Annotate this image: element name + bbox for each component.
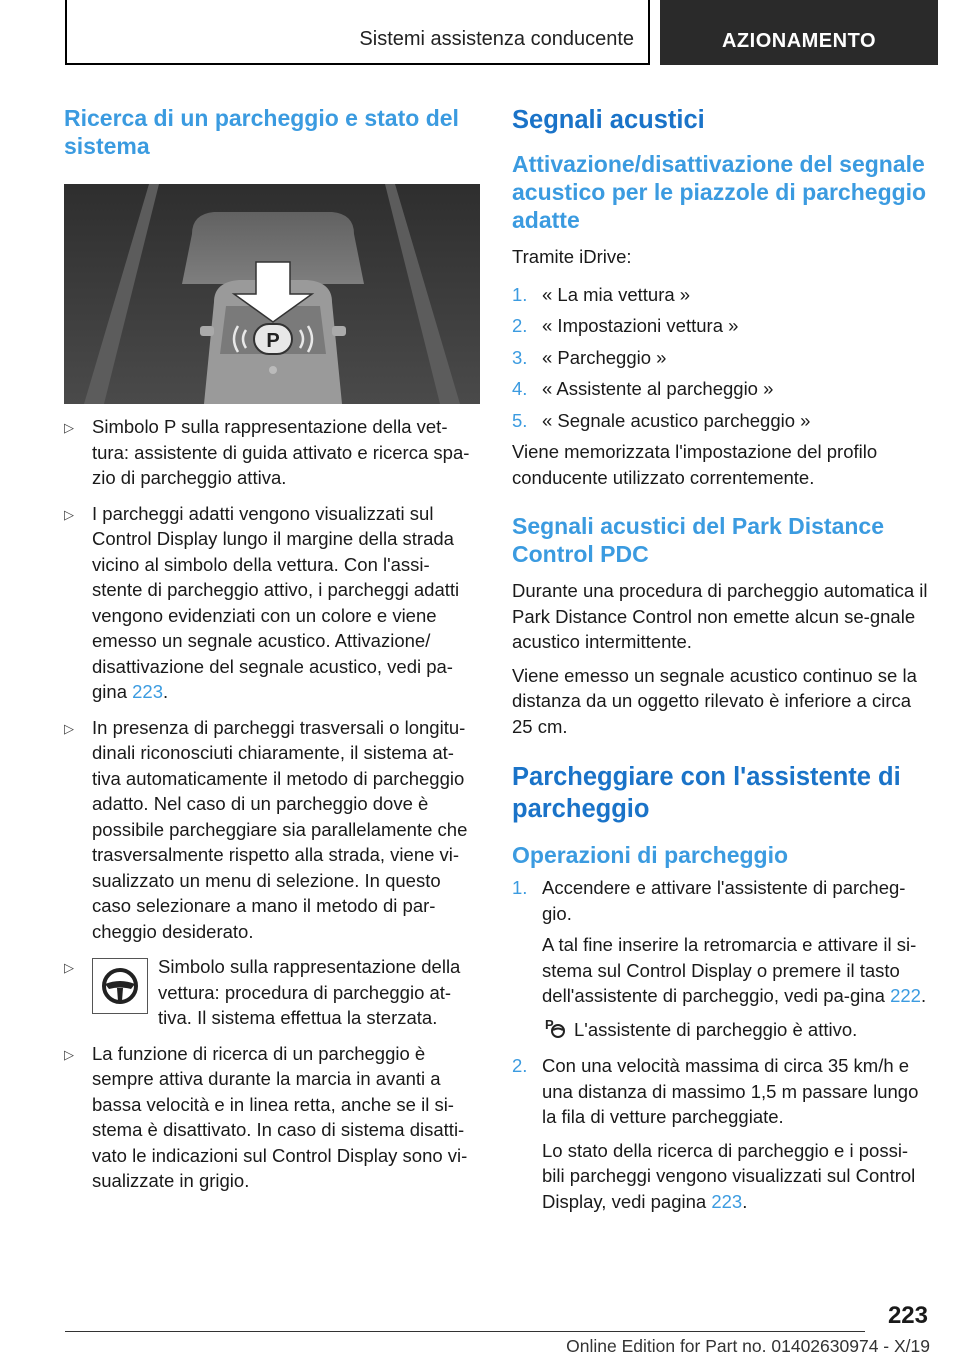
page-link-223[interactable]: 223 [711,1190,743,1212]
footer-divider [65,1331,865,1332]
list-item: ▷ Simbolo P sulla rappresentazione della vet-tura: assistente di guida attivato e ricerca spa-zio di parcheggio attiva. [64,416,470,488]
list-item: ▷ La funzione di ricerca di un parcheggio è sempre attiva durante la marcia in avanti a bassa velocità e in linea retta, anche se il si-stema è disattivato. In caso di sistema disatti-vato le indicazioni sul Control Display sono vi-sualizzate in grigio. [64,1042,468,1191]
list-item: 5. « Segnale acustico parcheggio » [512,409,811,431]
edition-footer: Online Edition for Part no. 01402630974 - X/19 [566,1336,930,1356]
triangle-bullet-icon: ▷ [64,720,74,736]
page-link-222[interactable]: 222 [890,985,921,1006]
triangle-bullet-icon: ▷ [64,420,74,435]
triangle-bullet-icon: ▷ [64,1046,74,1062]
park-assist-status: L'assistente di parcheggio è attivo. [574,1019,858,1040]
section-title: Sistemi assistenza conducente [359,28,634,50]
page-link-223[interactable]: 223 [132,681,163,702]
heading-parking-search: Ricerca di un parcheggio e stato del sistema [64,105,459,159]
list-item: 2. « Impostazioni vettura » [512,315,739,336]
left-column [64,100,480,1204]
heading-parking-operations: Operazioni di parcheggio [512,842,789,868]
header-section-box [65,0,650,65]
heading-parking-assistant: Parcheggiare con l'assistente di parcheggio [512,763,901,823]
svg-text:P: P [266,330,280,352]
heading-acoustic-signals: Segnali acustici [512,106,705,134]
parking-search-figure [64,184,480,404]
chapter-tab: AZIONAMENTO [660,0,938,65]
page-number: 223 [887,1302,928,1329]
svg-text:P: P [545,1016,554,1032]
stored-note: Viene memorizzata l'impostazione del profilo conducente utilizzato correntemente. [512,441,878,488]
list-item: ▷ Simbolo sulla rappresentazione della vettura: procedura di parcheggio at-tiva. Il sistema effettua la sterzata. [64,956,461,1028]
list-item: ▷ I parcheggi adatti vengono visualizzati sul Control Display lungo il margine della strada vicino al simbolo della vettura. Con l'assi-stente di parcheggio attivo, i parcheggi adatti vengono evidenziati con un colore e viene emesso un segnale acustico. Attivazione/ disattivazione del segnale acustico, vedi pa-gina 223. [64,502,460,702]
triangle-bullet-icon: ▷ [64,506,74,522]
idrive-steps [512,282,930,434]
right-column [512,100,930,1220]
list-item: 1. « La mia vettura » [512,283,691,305]
list-item: 4. « Assistente al parcheggio » [512,378,774,399]
list-item: 2. Con una velocità massima di circa 35 km/h e una distanza di massimo 1,5 m passare lungo la fila di vetture parcheggiate. Lo stato della ricerca di parcheggio e i possi-bili parcheggi vengono visualizzati sul Control Display, vedi pagina 223. [512,1055,919,1212]
triangle-bullet-icon: ▷ [64,960,74,975]
parking-search-car-illustration [64,184,480,404]
steering-wheel-icon [92,958,148,1014]
parking-search-bullets [64,414,480,1194]
pdc-paragraph-1: Durante una procedura di parcheggio automatica il Park Distance Control non emette alcun se-gnale acustico intermittente. [512,580,928,652]
list-item: 1. Accendere e attivare l'assistente di parcheg-gio. A tal fine inserire la retromarcia e attivare il si-stema sul Control Display o premere il tasto dell'assistente di parcheggio, vedi pa-gina 222. P L'assistente di parcheggio è attivo. [512,875,930,1045]
heading-pdc-signals: Segnali acustici del Park Distance Control PDC [512,513,884,567]
heading-activation: Attivazione/disattivazione del segnale acustico per le piazzole di parcheggio adatte [512,151,927,233]
idrive-intro: Tramite iDrive: [512,246,632,267]
pdc-paragraph-2: Viene emesso un segnale acustico continuo se la distanza da un oggetto rilevato è inferiore a circa 25 cm. [512,664,917,737]
parking-operations-steps [512,875,930,1214]
list-item: 3. « Parcheggio » [512,346,667,368]
park-assist-icon [542,1015,566,1046]
list-item: ▷ In presenza di parcheggi trasversali o longitu-dinali riconosciuti chiaramente, il sistema at-tiva automaticamente il metodo di parcheggio adatto. Nel caso di un parcheggio dove è possibile parcheggiare sia parallelamente che trasversalmente rispetto alla strada, viene vi-sualizzato un menu di selezione. In questo caso selezionare a mano il metodo di par-cheggio desiderato. [64,716,468,942]
